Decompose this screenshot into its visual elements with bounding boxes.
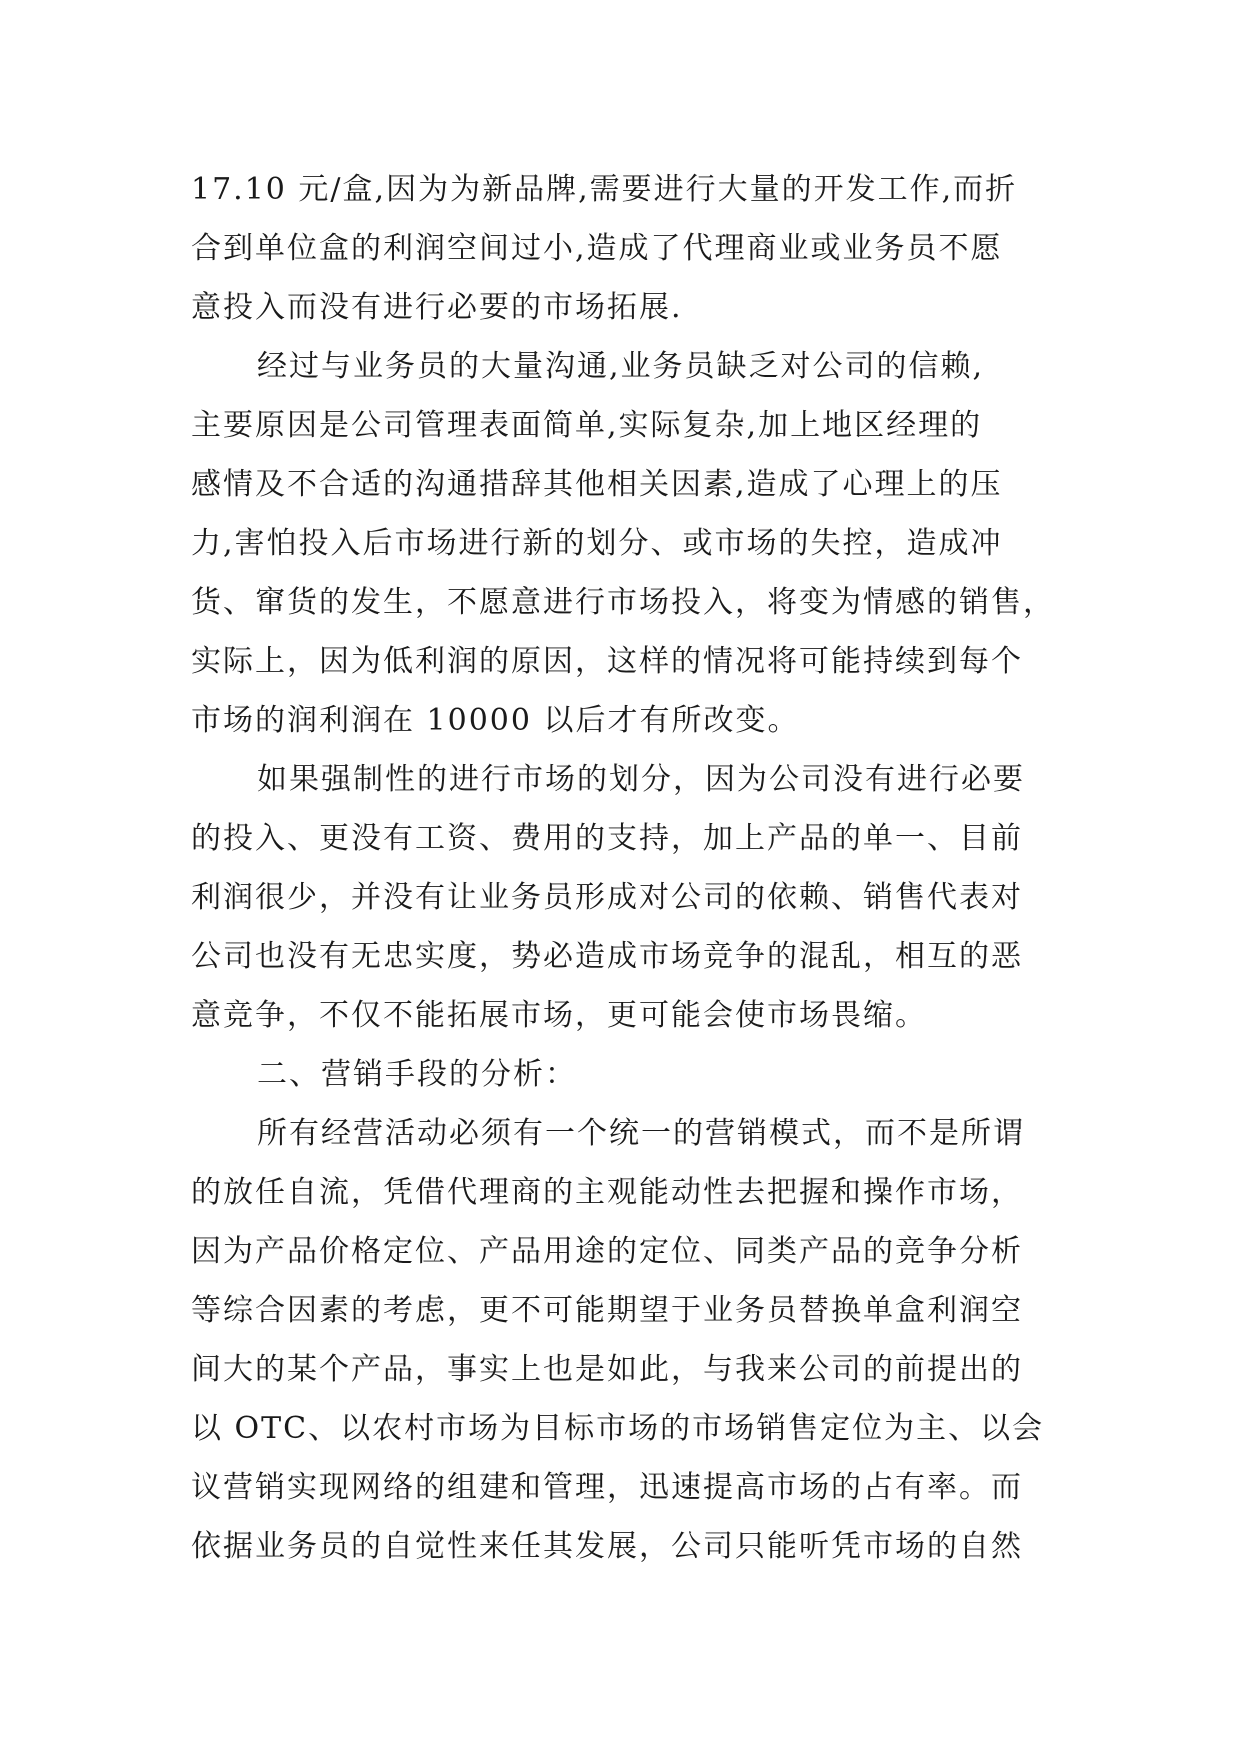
text-line: 的投入、更没有工资、费用的支持，加上产品的单一、目前 xyxy=(191,821,1023,856)
text-line: 依据业务员的自觉性来任其发展，公司只能听凭市场的自然 xyxy=(191,1529,1023,1564)
text-line: 以 OTC、以农村市场为目标市场的市场销售定位为主、以会 xyxy=(191,1411,1045,1446)
text-line: 经过与业务员的大量沟通,业务员缺乏对公司的信赖, xyxy=(257,349,985,384)
text-line: 所有经营活动必须有一个统一的营销模式，而不是所谓 xyxy=(257,1116,1025,1151)
text-line: 合到单位盒的利润空间过小,造成了代理商业或业务员不愿 xyxy=(191,231,1003,266)
body-text xyxy=(191,160,1055,1576)
text-line: 二、营销手段的分析： xyxy=(257,1057,577,1092)
text-line: 利润很少，并没有让业务员形成对公司的依赖、销售代表对 xyxy=(191,880,1023,915)
text-line: 因为产品价格定位、产品用途的定位、同类产品的竞争分析 xyxy=(191,1234,1023,1269)
text-line: 的放任自流，凭借代理商的主观能动性去把握和操作市场， xyxy=(191,1175,1023,1210)
text-line: 如果强制性的进行市场的划分，因为公司没有进行必要 xyxy=(257,762,1025,797)
text-line: 等综合因素的考虑，更不可能期望于业务员替换单盒利润空 xyxy=(191,1293,1023,1328)
text-line: 主要原因是公司管理表面简单,实际复杂,加上地区经理的 xyxy=(191,408,983,443)
text-line: 17.10 元/盒,因为为新品牌,需要进行大量的开发工作,而折 xyxy=(191,172,1018,207)
text-line: 间大的某个产品，事实上也是如此，与我来公司的前提出的 xyxy=(191,1352,1023,1387)
text-line: 公司也没有无忠实度，势必造成市场竞争的混乱，相互的恶 xyxy=(191,939,1023,974)
text-line: 市场的润利润在 10000 以后才有所改变。 xyxy=(191,703,800,738)
text-line: 货、窜货的发生，不愿意进行市场投入，将变为情感的销售， xyxy=(191,585,1055,620)
text-line: 意竞争，不仅不能拓展市场，更可能会使市场畏缩。 xyxy=(191,998,927,1033)
text-line: 意投入而没有进行必要的市场拓展. xyxy=(191,290,683,325)
text-line: 感情及不合适的沟通措辞其他相关因素,造成了心理上的压 xyxy=(191,467,1003,502)
text-line: 实际上，因为低利润的原因，这样的情况将可能持续到每个 xyxy=(191,644,1023,679)
text-line: 议营销实现网络的组建和管理，迅速提高市场的占有率。而 xyxy=(191,1470,1023,1505)
text-line: 力,害怕投入后市场进行新的划分、或市场的失控，造成冲 xyxy=(191,526,1003,561)
